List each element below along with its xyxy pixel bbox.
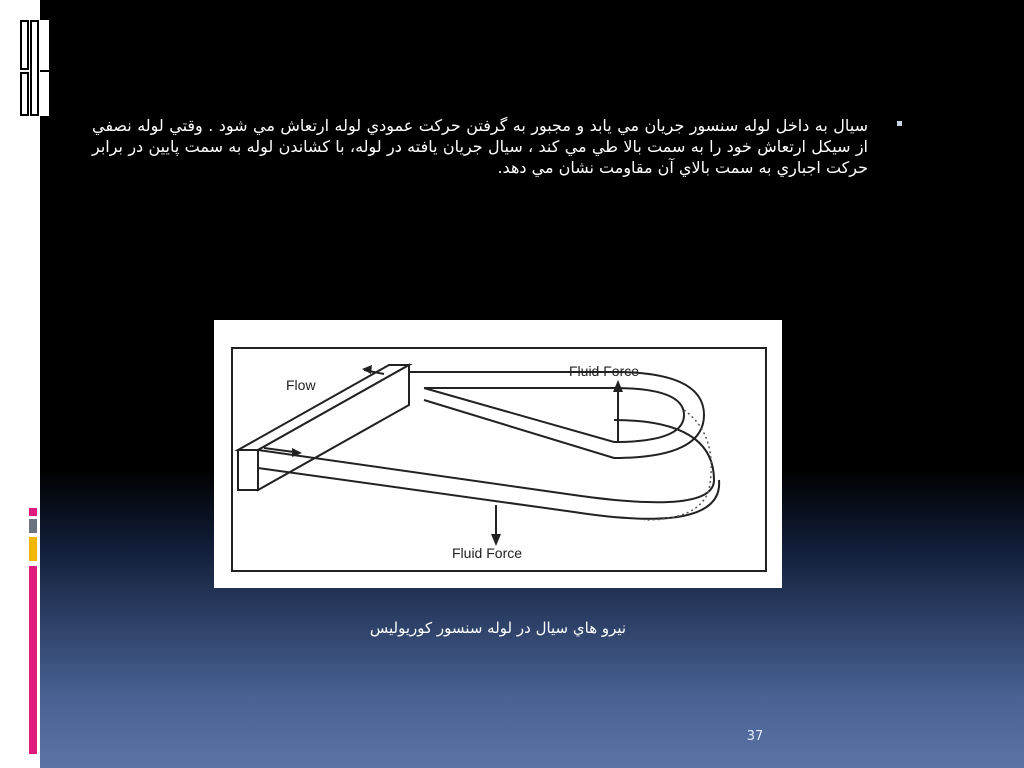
accent-bar-gray <box>29 519 37 533</box>
upper-tube-outer <box>409 372 704 458</box>
fluid-force-top-label: Fluid Force <box>569 363 640 379</box>
accent-bar-yellow <box>29 537 37 561</box>
page-number: 37 <box>746 729 764 744</box>
diagram-svg <box>214 320 782 588</box>
deco-square <box>40 72 49 116</box>
bullet-marker <box>897 121 902 126</box>
deco-square <box>22 74 27 114</box>
deco-square <box>22 22 27 68</box>
coriolis-tube-diagram <box>214 320 782 588</box>
deco-square <box>40 20 49 70</box>
accent-bar-pink-small <box>29 508 37 516</box>
fluid-force-bottom-label: Fluid Force <box>452 545 523 561</box>
flow-arrow-out-head <box>362 365 372 374</box>
manifold-block-front <box>238 450 258 490</box>
deco-square <box>32 22 37 114</box>
lower-tube-inner <box>258 468 719 519</box>
body-paragraph: سيال به داخل لوله سنسور جريان مي يابد و مجبور به گرفتن حركت عمودي لوله ارتعاش مي شود . وقتي لوله نصفي از سيكل ارتعاش خود را به سمت بالا طي مي كند ، سيال جريان يافته در لوله، با كشاندن لوله به سمت پايين در برابر حركت اجباري به سمت بالاي آن مقاومت نشان مي دهد. <box>92 116 868 177</box>
force-arrow-up-head <box>613 380 623 392</box>
upper-tube-inner <box>424 388 684 442</box>
accent-bar-pink <box>29 566 37 754</box>
flow-label: Flow <box>286 377 316 393</box>
figure-caption: نيرو هاي سيال در لوله سنسور كوريوليس <box>369 619 627 637</box>
